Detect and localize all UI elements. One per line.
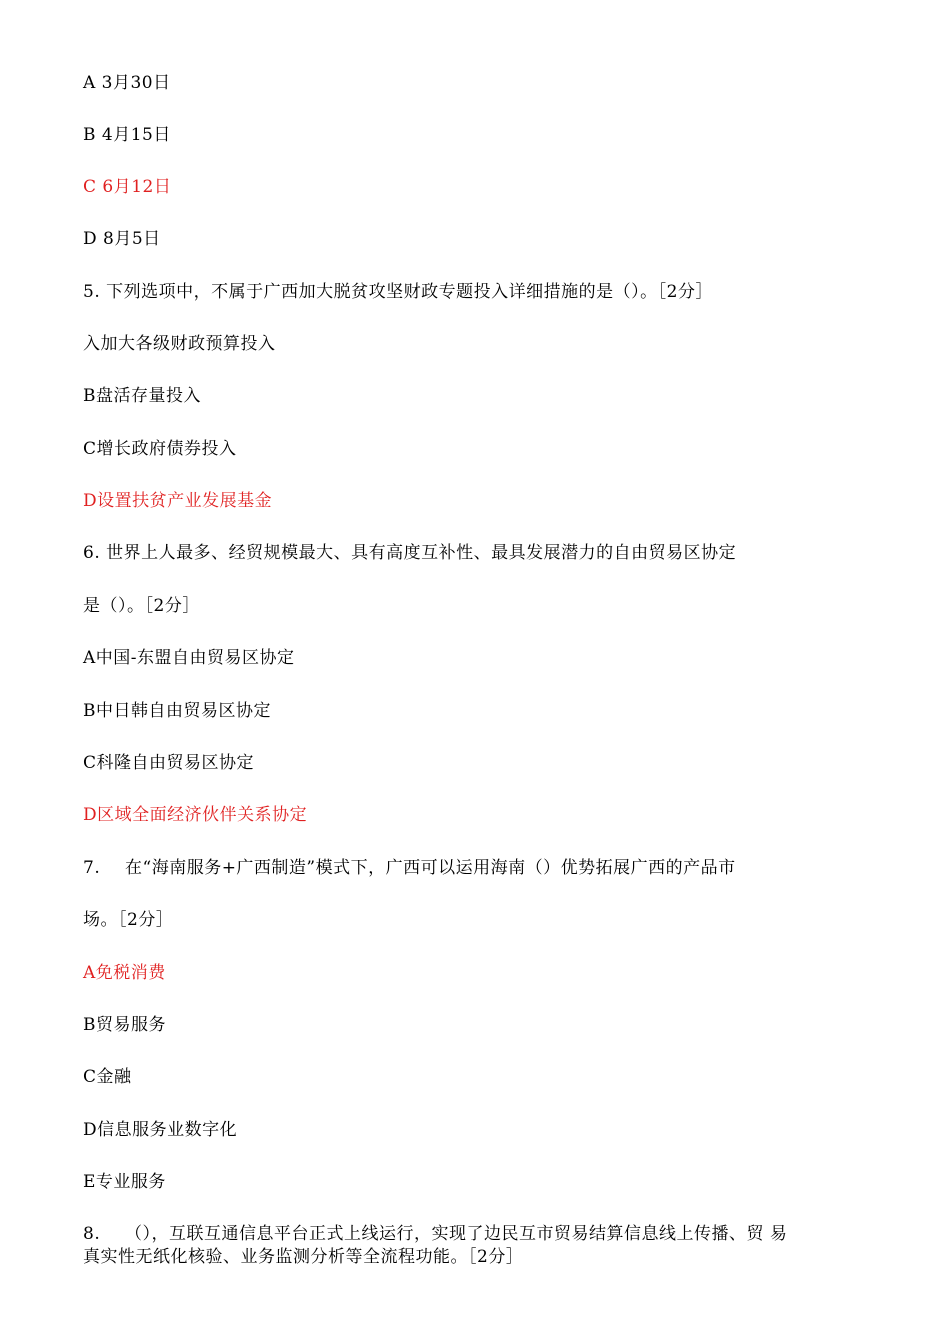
q7-option-b: B贸易服务	[83, 1015, 166, 1035]
q6-option-b: B中日韩自由贸易区协定	[83, 701, 271, 721]
q5-option-d-answer: D设置扶贫产业发展基金	[83, 491, 273, 511]
q8-stem-text: （），互联互通信息平台正式上线运行，实现了边民互市贸易结算信息线上传播、贸 易	[125, 1224, 788, 1244]
q4-option-b: B 4月15日	[83, 125, 171, 145]
q5-option-b: B盘活存量投入	[83, 386, 201, 406]
q7-number: 7.	[83, 858, 101, 878]
q7-stem-line2: 场。［2分］	[83, 910, 174, 930]
q5-stem: 5. 下列选项中，不属于广西加大脱贫攻坚财政专题投入详细措施的是（）。［2分］	[83, 282, 713, 302]
q4-option-a: A 3月30日	[83, 73, 171, 93]
q6-option-c: C科隆自由贸易区协定	[83, 753, 255, 773]
q6-option-a: A中国-东盟自由贸易区协定	[83, 648, 295, 668]
q4-option-d: D 8月5日	[83, 229, 161, 249]
q5-option-a: 入加大各级财政预算投入	[83, 334, 276, 354]
q7-option-d: D信息服务业数字化	[83, 1120, 238, 1140]
q7-option-e: E专业服务	[83, 1172, 166, 1192]
q7-option-a-answer: A免税消费	[83, 963, 166, 983]
q7-stem-text: 在“海南服务+广西制造”模式下，广西可以运用海南（）优势拓展广西的产品市	[125, 858, 736, 878]
q4-option-c-answer: C 6月12日	[83, 177, 172, 197]
q6-stem-line2: 是（）。［2分］	[83, 596, 200, 616]
q6-stem-line1: 6. 世界上人最多、经贸规模最大、具有高度互补性、最具发展潜力的自由贸易区协定	[83, 543, 737, 563]
q6-option-d-answer: D区域全面经济伙伴关系协定	[83, 805, 308, 825]
q8-stem-line1	[83, 1223, 787, 1245]
q8-number: 8.	[83, 1224, 101, 1244]
q7-stem-line1	[83, 857, 736, 879]
q7-option-c: C金融	[83, 1067, 132, 1087]
q8-stem-line2: 真实性无纸化核验、业务监测分析等全流程功能。［2分］	[83, 1247, 524, 1267]
q5-option-c: C增长政府债券投入	[83, 439, 237, 459]
